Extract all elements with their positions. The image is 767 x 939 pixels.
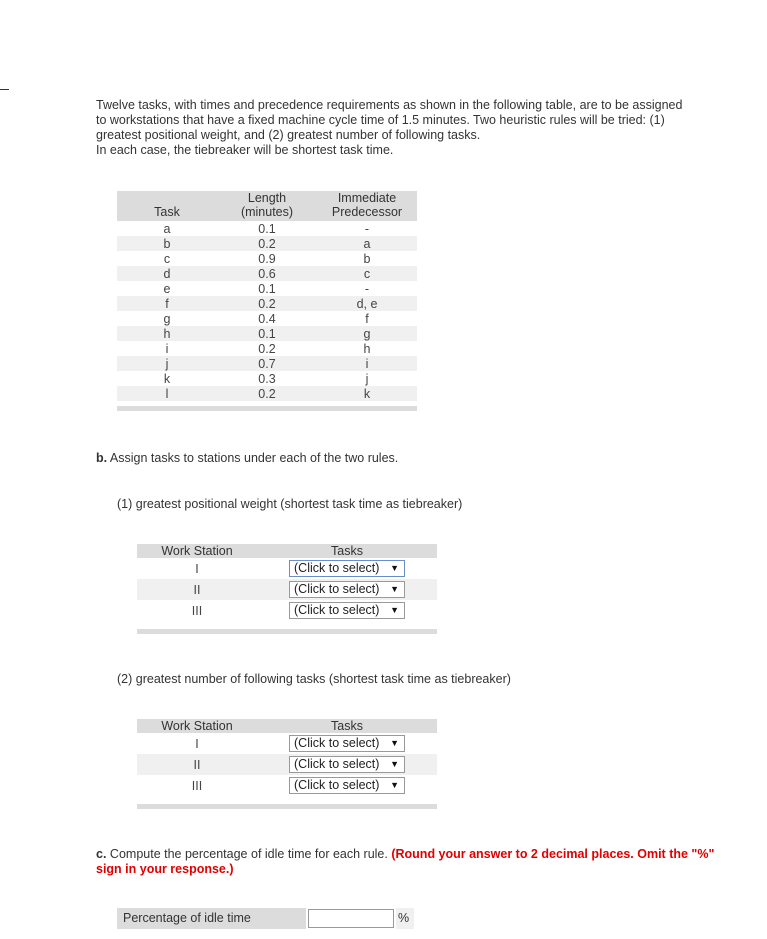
- table-row: [117, 311, 417, 326]
- idle-time-label: Percentage of idle time: [117, 908, 306, 929]
- rule1-title: (1) greatest positional weight (shortest task time as tiebreaker): [117, 497, 463, 511]
- station-name: I: [195, 736, 199, 751]
- rule1-station-3-task-select[interactable]: [289, 602, 405, 619]
- task-length: 0.2: [217, 296, 317, 311]
- select-value: (Click to select): [294, 757, 380, 771]
- table-row: [117, 251, 417, 266]
- intro-line-1: Twelve tasks, with times and precedence requirements as shown in the following table, are to be assigned: [96, 98, 683, 112]
- rule2-station-3-task-select[interactable]: [289, 777, 405, 794]
- select-value: (Click to select): [294, 736, 380, 750]
- task-predecessor: f: [365, 311, 369, 326]
- task-length: 0.1: [258, 221, 276, 236]
- task-id: e: [163, 281, 171, 296]
- task-id: i: [165, 341, 169, 356]
- rule1-station-1-task-select[interactable]: [289, 560, 405, 577]
- table-row: [137, 579, 437, 600]
- table-row: [117, 296, 417, 311]
- task-length: 0.3: [258, 371, 276, 386]
- rule1-station-2-task-select[interactable]: [289, 581, 405, 598]
- task-length: 0.2: [217, 386, 317, 401]
- station-name: II: [137, 579, 257, 600]
- part-c-heading: c. Compute the percentage of idle time for each rule. (Round your answer to 2 decimal places. Omit the "%" sign in your response.): [96, 847, 715, 876]
- rule2-station-2-task-select[interactable]: [289, 756, 405, 773]
- table-row: [117, 371, 417, 386]
- task-id: l: [117, 386, 217, 401]
- percent-unit: %: [396, 908, 414, 929]
- station-name: III: [191, 778, 203, 793]
- task-predecessor: k: [317, 386, 417, 401]
- rule1-footer-bar: [137, 629, 437, 634]
- task-predecessor: c: [317, 266, 417, 281]
- intro-line-3: greatest positional weight, and (2) greatest number of following tasks.: [96, 128, 481, 142]
- idle-time-input[interactable]: [308, 909, 394, 928]
- table-footer-bar: [117, 406, 417, 411]
- rule2-station-1-task-select[interactable]: [289, 735, 405, 752]
- task-id: j: [117, 356, 217, 371]
- table-row: [117, 386, 417, 401]
- table-row: [137, 754, 437, 775]
- dropdown-arrow-icon: ▼: [390, 563, 399, 573]
- header-tasks: Tasks: [257, 719, 437, 733]
- select-value: (Click to select): [294, 778, 380, 792]
- part-b-heading: b. Assign tasks to stations under each of the two rules.: [96, 451, 399, 465]
- rule2-title: (2) greatest number of following tasks (shortest task time as tiebreaker): [117, 672, 511, 686]
- select-value: (Click to select): [294, 603, 380, 617]
- task-id: g: [163, 311, 171, 326]
- task-length: 0.9: [258, 251, 276, 266]
- table-row: [117, 266, 417, 281]
- table-row: [117, 356, 417, 371]
- task-predecessor: -: [364, 281, 370, 296]
- task-length: 0.2: [258, 341, 276, 356]
- header-work-station: Work Station: [137, 544, 257, 558]
- task-length: 0.6: [217, 266, 317, 281]
- dropdown-arrow-icon: ▼: [390, 605, 399, 615]
- task-length: 0.1: [258, 281, 276, 296]
- dropdown-arrow-icon: ▼: [390, 584, 399, 594]
- task-predecessor: d, e: [317, 296, 417, 311]
- table-row: [137, 775, 437, 796]
- rounding-instructions: (Round your answer to 2 decimal places. Omit the "%" sign in your response.): [96, 847, 715, 876]
- dropdown-arrow-icon: ▼: [390, 759, 399, 769]
- intro-line-4: In each case, the tiebreaker will be shortest task time.: [96, 143, 394, 157]
- header-work-station: Work Station: [137, 719, 257, 733]
- task-length: 0.2: [217, 236, 317, 251]
- task-length: 0.7: [217, 356, 317, 371]
- dropdown-arrow-icon: ▼: [390, 738, 399, 748]
- header-task: Task: [117, 191, 217, 221]
- task-length: 0.1: [217, 326, 317, 341]
- task-predecessor: -: [364, 221, 370, 236]
- task-id: c: [163, 251, 171, 266]
- station-name: II: [137, 754, 257, 775]
- station-name: I: [195, 561, 199, 576]
- table-row: [137, 558, 437, 579]
- task-predecessor: g: [317, 326, 417, 341]
- rule2-station-table: [137, 719, 437, 796]
- select-value: (Click to select): [294, 582, 380, 596]
- intro-line-2: to workstations that have a fixed machine cycle time of 1.5 minutes. Two heuristic rules will be tried: (1): [96, 113, 665, 127]
- corner-mark: [0, 89, 9, 90]
- header-length: Length (minutes): [217, 191, 317, 221]
- task-id: f: [117, 296, 217, 311]
- header-predecessor: Immediate Predecessor: [317, 191, 417, 221]
- task-predecessor: a: [317, 236, 417, 251]
- task-predecessor: h: [363, 341, 371, 356]
- table-row: [117, 221, 417, 236]
- rule1-station-table: [137, 544, 437, 621]
- task-predecessor: i: [317, 356, 417, 371]
- task-id: k: [163, 371, 171, 386]
- table-row: [117, 341, 417, 356]
- table-row: [117, 236, 417, 251]
- task-predecessor: b: [363, 251, 371, 266]
- rule2-footer-bar: [137, 804, 437, 809]
- task-id: d: [117, 266, 217, 281]
- table-row: [137, 600, 437, 621]
- task-id: a: [163, 221, 171, 236]
- table-row: [137, 733, 437, 754]
- table-row: [117, 281, 417, 296]
- select-value: (Click to select): [294, 561, 380, 575]
- header-tasks: Tasks: [257, 544, 437, 558]
- task-length: 0.4: [258, 311, 276, 326]
- task-id: h: [117, 326, 217, 341]
- task-table: [117, 191, 417, 401]
- table-row: [117, 326, 417, 341]
- station-name: III: [191, 603, 203, 618]
- task-predecessor: j: [365, 371, 369, 386]
- dropdown-arrow-icon: ▼: [390, 780, 399, 790]
- problem-statement: [96, 98, 724, 158]
- task-id: b: [117, 236, 217, 251]
